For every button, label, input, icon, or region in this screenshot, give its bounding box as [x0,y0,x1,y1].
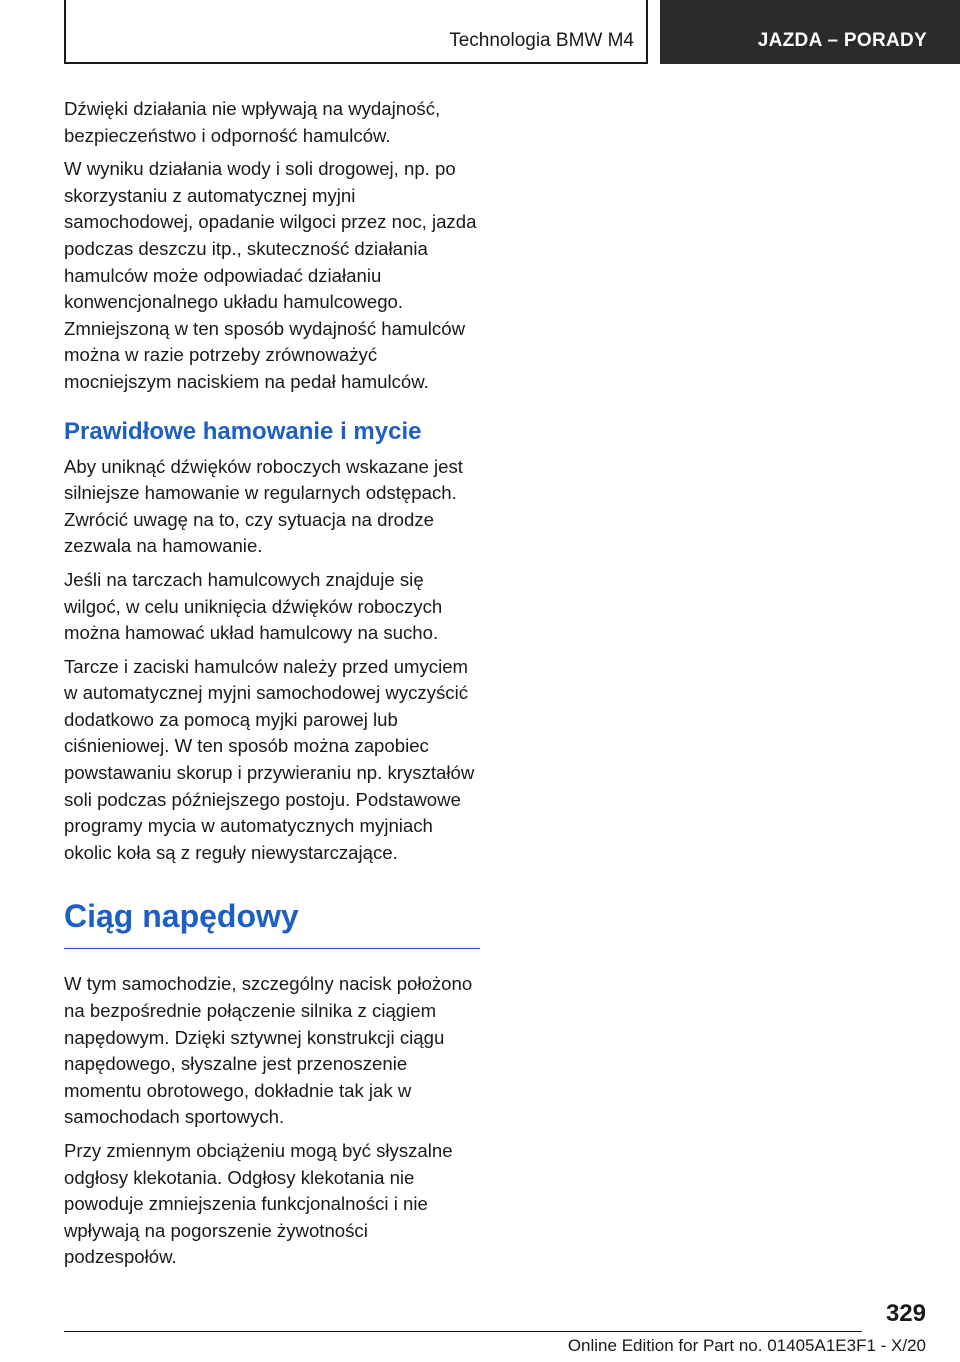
page-number: 329 [885,1300,926,1327]
subheading-braking-washing: Prawidłowe hamowanie i mycie [64,417,422,445]
footer-divider [64,1331,862,1332]
paragraph-5: Tarcze i zaciski hamulców należy przed umyciem w automatycznej myjni samochodowej wyczyścić dodatkowo za pomocą myjki parowej lub ciśnieniowej. W ten sposób można zapobiec powstawaniu skorup i przywieraniu np. kryształów soli podczas późniejszego postoju. Podstawowe programy mycia w automatycznych myjniach okolic koła są z reguły niewystarczające. [64,655,475,863]
heading-drivetrain: Ciąg napędowy [64,894,480,949]
paragraph-2: W wyniku działania wody i soli drogowej, np. po skorzystaniu z automatycznej myjni samochodowej, opadanie wilgoci przez noc, jazda podczas deszczu itp., skuteczność działania hamulców może odpowiadać działaniu konwencjonalnego układu hamulcowego. Zmniejszoną w ten sposób wydajność hamulców można w razie potrzeby zrównoważyć mocniejszym naciskiem na pedał hamulców. [64,158,477,392]
paragraph-3: Aby uniknąć dźwięków roboczych wskazane jest silniejsze hamowanie w regularnych odstępach. Zwrócić uwagę na to, czy sytuacja na drodze zezwala na hamowanie. [64,455,463,557]
main-content [64,96,482,1278]
paragraph-1: Dźwięki działania nie wpływają na wydajność, bezpieczeństwo i odporność hamulców. [64,98,441,146]
section-tab [660,0,960,64]
edition-note: Online Edition for Part no. 01405A1E3F1 - X/20 [567,1336,926,1355]
paragraph-7: Przy zmiennym obciążeniu mogą być słyszalne odgłosy klekotania. Odgłosy klekotania nie powoduje zmniejszenia funkcjonalności i nie wpływają na pogorszenie żywotności podzespołów. [64,1140,453,1268]
book-title: Technologia BMW M4 [449,30,634,51]
paragraph-4: Jeśli na tarczach hamulcowych znajduje się wilgoć, w celu uniknięcia dźwięków roboczych można hamować układ hamulcowy na sucho. [64,568,443,644]
paragraph-6: W tym samochodzie, szczególny nacisk położono na bezpośrednie połączenie silnika z ciągiem napędowym. Dzięki sztywnej konstrukcji ciągu napędowego, słyszalne jest przenoszenie momentu obrotowego, dokładnie tak jak w samochodach sportowych. [64,973,473,1128]
section-label: JAZDA – PORADY [757,30,927,51]
header-frame [64,0,648,64]
